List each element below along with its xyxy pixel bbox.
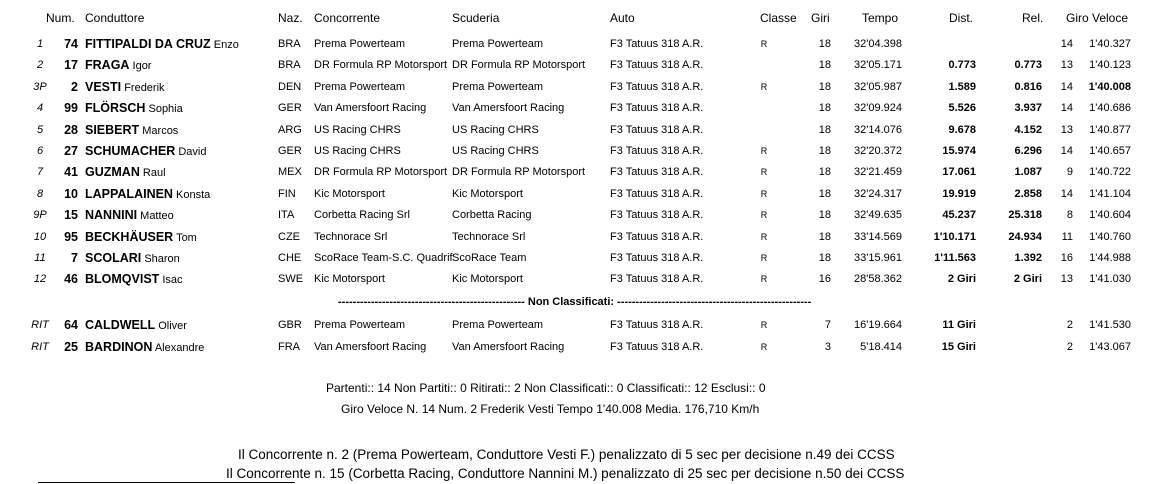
driver-first-name: David bbox=[178, 146, 207, 158]
class: R bbox=[760, 39, 768, 49]
car-model: F3 Tatuus 318 A.R. bbox=[610, 319, 704, 331]
gap-to-leader: 5.526 bbox=[948, 102, 976, 114]
race-time: 32'49.635 bbox=[854, 209, 902, 221]
nationality: SWE bbox=[278, 273, 304, 285]
fastest-lap-time: 1'40.760 bbox=[1089, 231, 1131, 243]
fastest-lap-time: 1'41.530 bbox=[1089, 319, 1131, 331]
laps: 18 bbox=[818, 145, 831, 157]
race-position: 8 bbox=[36, 188, 44, 200]
fastest-lap-time: 1'40.686 bbox=[1089, 102, 1131, 114]
header-tempo: Tempo bbox=[862, 11, 899, 25]
race-position: 11 bbox=[34, 252, 46, 264]
race-position: 1 bbox=[36, 38, 44, 50]
driver-first-name: Isac bbox=[162, 274, 183, 286]
car-number: 17 bbox=[64, 58, 78, 72]
race-time: 32'24.317 bbox=[854, 188, 902, 200]
race-position: 3P bbox=[33, 81, 47, 93]
driver-name bbox=[85, 120, 178, 141]
team: US Racing CHRS bbox=[452, 145, 539, 157]
class: R bbox=[760, 210, 768, 220]
driver-surname: FLÖRSCH bbox=[85, 101, 146, 115]
non-classified-separator: --------------------------------------------------- Non Classificati: ----------------------------------------------------- bbox=[338, 296, 812, 308]
car-model: F3 Tatuus 318 A.R. bbox=[610, 81, 704, 93]
gap-to-previous: 0.773 bbox=[1014, 59, 1042, 71]
note-underline bbox=[38, 482, 295, 483]
fastest-lap-time: 1'41.030 bbox=[1089, 273, 1131, 285]
header-auto: Auto bbox=[610, 11, 635, 25]
gap-to-leader: 45.237 bbox=[942, 209, 976, 221]
driver-first-name: Oliver bbox=[158, 320, 187, 332]
team: DR Formula RP Motorsport bbox=[452, 166, 586, 178]
entrant: US Racing CHRS bbox=[314, 145, 401, 157]
car-number: 41 bbox=[64, 165, 78, 179]
fastest-lap-time: 1'40.877 bbox=[1089, 124, 1131, 136]
gap-to-previous: 2.858 bbox=[1014, 188, 1042, 200]
team: Kic Motorsport bbox=[452, 273, 523, 285]
car-model: F3 Tatuus 318 A.R. bbox=[610, 188, 704, 200]
race-time: 32'05.987 bbox=[854, 81, 902, 93]
fastest-lap-number: 14 bbox=[1060, 188, 1073, 200]
penalty-note: Il Concorrente n. 2 (Prema Powerteam, Conduttore Vesti F.) penalizzato di 5 sec per decisione n.49 dei CCSS bbox=[238, 447, 895, 462]
driver-first-name: Raul bbox=[142, 167, 166, 179]
race-position: RIT bbox=[31, 319, 49, 331]
car-number: 95 bbox=[64, 230, 78, 244]
race-time: 32'20.372 bbox=[854, 145, 902, 157]
laps: 18 bbox=[818, 231, 831, 243]
laps: 18 bbox=[818, 124, 831, 136]
race-time: 32'05.171 bbox=[854, 59, 902, 71]
car-number: 25 bbox=[64, 340, 78, 354]
laps: 7 bbox=[824, 319, 831, 331]
car-model: F3 Tatuus 318 A.R. bbox=[610, 231, 704, 243]
fastest-lap-number: 14 bbox=[1060, 38, 1073, 50]
table-row bbox=[0, 120, 1153, 140]
race-position: RIT bbox=[31, 341, 49, 353]
race-position: 10 bbox=[33, 231, 47, 243]
driver-surname: NANNINI bbox=[85, 208, 138, 222]
fastest-lap-time: 1'43.067 bbox=[1089, 341, 1131, 353]
class: R bbox=[760, 146, 768, 156]
driver-name bbox=[85, 98, 183, 119]
driver-first-name: Igor bbox=[132, 60, 152, 72]
class: R bbox=[760, 232, 768, 242]
race-time: 32'21.459 bbox=[854, 166, 902, 178]
fastest-lap-number: 2 bbox=[1066, 341, 1073, 353]
driver-surname: VESTI bbox=[85, 80, 122, 94]
driver-name bbox=[85, 248, 180, 269]
fastest-lap-number: 14 bbox=[1060, 145, 1073, 157]
car-model: F3 Tatuus 318 A.R. bbox=[610, 102, 704, 114]
gap-to-previous: 1.392 bbox=[1014, 252, 1042, 264]
nationality: DEN bbox=[278, 81, 302, 93]
fastest-lap-number: 16 bbox=[1060, 252, 1073, 264]
driver-first-name: Sophia bbox=[148, 103, 183, 115]
gap-to-previous: 1.087 bbox=[1014, 166, 1042, 178]
team: Van Amersfoort Racing bbox=[452, 102, 565, 114]
driver-name bbox=[85, 227, 197, 248]
driver-first-name: Alexandre bbox=[154, 342, 205, 354]
fastest-lap-time: 1'44.988 bbox=[1089, 252, 1131, 264]
driver-first-name: Sharon bbox=[144, 253, 180, 265]
driver-surname: GUZMAN bbox=[85, 165, 140, 179]
car-model: F3 Tatuus 318 A.R. bbox=[610, 166, 704, 178]
header-giro-veloce: Giro Veloce bbox=[1066, 11, 1129, 25]
driver-surname: BARDINON bbox=[85, 340, 153, 354]
team: US Racing CHRS bbox=[452, 124, 539, 136]
car-number: 64 bbox=[64, 318, 78, 332]
car-model: F3 Tatuus 318 A.R. bbox=[610, 273, 704, 285]
fastest-lap-number: 13 bbox=[1060, 124, 1073, 136]
gap-to-previous: 4.152 bbox=[1014, 124, 1042, 136]
gap-to-leader: 0.773 bbox=[948, 59, 976, 71]
car-number: 74 bbox=[64, 37, 78, 51]
gap-to-previous: 2 Giri bbox=[1013, 273, 1042, 285]
race-position: 12 bbox=[33, 273, 47, 285]
laps: 18 bbox=[818, 252, 831, 264]
penalty-note: Il Concorrente n. 15 (Corbetta Racing, Conduttore Nannini M.) penalizzato di 25 sec per decisione n.50 dei CCSS bbox=[226, 466, 905, 481]
entrant: Van Amersfoort Racing bbox=[314, 102, 427, 114]
fastest-lap-number: 13 bbox=[1060, 273, 1073, 285]
driver-surname: LAPPALAINEN bbox=[85, 187, 173, 201]
driver-first-name: Enzo bbox=[213, 39, 239, 51]
nationality: GER bbox=[278, 145, 302, 157]
nationality: CZE bbox=[278, 231, 300, 243]
header-num: Num. bbox=[46, 11, 75, 25]
entrant: DR Formula RP Motorsport bbox=[314, 166, 448, 178]
class: R bbox=[760, 253, 768, 263]
gap-to-leader: 17.061 bbox=[942, 166, 976, 178]
laps: 16 bbox=[818, 273, 831, 285]
nationality: FIN bbox=[278, 188, 296, 200]
gap-to-leader: 15 Giri bbox=[941, 341, 976, 353]
race-time: 5'18.414 bbox=[860, 341, 902, 353]
car-model: F3 Tatuus 318 A.R. bbox=[610, 341, 704, 353]
driver-name bbox=[85, 55, 151, 76]
fastest-lap-summary: Giro Veloce N. 14 Num. 2 Frederik Vesti Tempo 1'40.008 Media. 176,710 Km/h bbox=[341, 402, 760, 416]
table-row bbox=[0, 77, 1153, 97]
car-model: F3 Tatuus 318 A.R. bbox=[610, 252, 704, 264]
entrant: Prema Powerteam bbox=[314, 81, 406, 93]
class: R bbox=[760, 274, 768, 284]
gap-to-previous: 24.934 bbox=[1008, 231, 1042, 243]
team: DR Formula RP Motorsport bbox=[452, 59, 586, 71]
race-time: 28'58.362 bbox=[854, 273, 902, 285]
car-model: F3 Tatuus 318 A.R. bbox=[610, 59, 704, 71]
car-number: 28 bbox=[64, 123, 78, 137]
fastest-lap-time: 1'40.657 bbox=[1089, 145, 1131, 157]
fastest-lap-time: 1'40.008 bbox=[1088, 81, 1131, 93]
gap-to-leader: 11 Giri bbox=[942, 319, 976, 331]
driver-name bbox=[85, 77, 165, 98]
race-position: 5 bbox=[36, 124, 44, 136]
table-row bbox=[0, 248, 1153, 268]
fastest-lap-number: 11 bbox=[1061, 231, 1073, 243]
driver-name bbox=[85, 184, 210, 205]
fastest-lap-number: 9 bbox=[1066, 166, 1073, 178]
car-number: 27 bbox=[64, 144, 78, 158]
driver-first-name: Marcos bbox=[142, 125, 179, 137]
header-driver: Conduttore bbox=[85, 11, 145, 25]
gap-to-previous: 0.816 bbox=[1014, 81, 1042, 93]
race-position: 4 bbox=[36, 102, 44, 114]
car-model: F3 Tatuus 318 A.R. bbox=[610, 38, 704, 50]
nationality: BRA bbox=[278, 38, 301, 50]
race-position: 6 bbox=[36, 145, 44, 157]
nationality: ARG bbox=[278, 124, 302, 136]
header-giri: Giri bbox=[811, 11, 830, 25]
table-row bbox=[0, 227, 1153, 247]
driver-surname: BECKHÄUSER bbox=[85, 230, 174, 244]
table-row bbox=[0, 98, 1153, 118]
driver-first-name: Tom bbox=[176, 232, 197, 244]
driver-name bbox=[85, 337, 204, 358]
fastest-lap-number: 14 bbox=[1060, 102, 1073, 114]
driver-name bbox=[85, 205, 174, 226]
fastest-lap-number: 14 bbox=[1060, 81, 1073, 93]
class: R bbox=[760, 167, 768, 177]
table-header bbox=[0, 8, 1153, 28]
header-dist: Dist. bbox=[949, 11, 973, 25]
table-row bbox=[0, 315, 1153, 335]
car-model: F3 Tatuus 318 A.R. bbox=[610, 124, 704, 136]
class: R bbox=[760, 82, 768, 92]
driver-name bbox=[85, 315, 187, 336]
table-row bbox=[0, 337, 1153, 357]
car-number: 46 bbox=[64, 272, 78, 286]
fastest-lap-time: 1'40.722 bbox=[1089, 166, 1131, 178]
car-number: 10 bbox=[64, 187, 78, 201]
car-model: F3 Tatuus 318 A.R. bbox=[610, 209, 704, 221]
laps: 18 bbox=[818, 38, 831, 50]
race-position: 2 bbox=[36, 59, 44, 71]
driver-surname: CALDWELL bbox=[85, 318, 156, 332]
nationality: MEX bbox=[278, 166, 302, 178]
entrant: Technorace Srl bbox=[314, 231, 388, 243]
race-time: 32'09.924 bbox=[854, 102, 902, 114]
table-row bbox=[0, 184, 1153, 204]
gap-to-leader: 1'11.563 bbox=[934, 252, 976, 264]
driver-surname: FITTIPALDI DA CRUZ bbox=[85, 37, 211, 51]
gap-to-leader: 1.589 bbox=[948, 81, 976, 93]
table-row bbox=[0, 55, 1153, 75]
driver-first-name: Matteo bbox=[140, 210, 174, 222]
driver-surname: BLOMQVIST bbox=[85, 272, 160, 286]
gap-to-leader: 1'10.171 bbox=[933, 231, 976, 243]
team: Prema Powerteam bbox=[452, 81, 544, 93]
gap-to-leader: 19.919 bbox=[942, 188, 976, 200]
driver-surname: SCHUMACHER bbox=[85, 144, 176, 158]
laps: 18 bbox=[818, 166, 831, 178]
gap-to-leader: 9.678 bbox=[948, 124, 976, 136]
car-number: 2 bbox=[71, 80, 78, 94]
laps: 18 bbox=[818, 59, 831, 71]
gap-to-previous: 6.296 bbox=[1014, 145, 1042, 157]
gap-to-previous: 3.937 bbox=[1014, 102, 1042, 114]
laps: 18 bbox=[818, 102, 831, 114]
car-model: F3 Tatuus 318 A.R. bbox=[610, 145, 704, 157]
entrant: Kic Motorsport bbox=[314, 188, 385, 200]
race-time: 33'15.961 bbox=[854, 252, 902, 264]
team: Corbetta Racing bbox=[452, 209, 532, 221]
entrant: Kic Motorsport bbox=[314, 273, 385, 285]
team: Technorace Srl bbox=[452, 231, 526, 243]
header-classe: Classe bbox=[760, 11, 797, 25]
fastest-lap-time: 1'40.123 bbox=[1089, 59, 1131, 71]
nationality: FRA bbox=[278, 341, 300, 353]
team: Prema Powerteam bbox=[452, 319, 544, 331]
fastest-lap-number: 13 bbox=[1060, 59, 1073, 71]
team: Van Amersfoort Racing bbox=[452, 341, 565, 353]
team: Kic Motorsport bbox=[452, 188, 523, 200]
race-time: 32'14.076 bbox=[854, 124, 902, 136]
header-naz: Naz. bbox=[278, 11, 303, 25]
entrant: DR Formula RP Motorsport bbox=[314, 59, 448, 71]
nationality: GER bbox=[278, 102, 302, 114]
class: R bbox=[760, 342, 768, 352]
fastest-lap-time: 1'40.327 bbox=[1089, 38, 1131, 50]
gap-to-leader: 2 Giri bbox=[947, 273, 976, 285]
gap-to-previous: 25.318 bbox=[1008, 209, 1042, 221]
driver-surname: SIEBERT bbox=[85, 123, 140, 137]
entrant: US Racing CHRS bbox=[314, 124, 401, 136]
fastest-lap-number: 2 bbox=[1066, 319, 1073, 331]
table-row bbox=[0, 141, 1153, 161]
driver-name bbox=[85, 34, 239, 55]
header-concorrente: Concorrente bbox=[314, 11, 381, 25]
driver-surname: SCOLARI bbox=[85, 251, 142, 265]
entrant: ScoRace Team-S.C. Quadrif bbox=[314, 252, 453, 264]
team: ScoRace Team bbox=[452, 252, 527, 264]
nationality: ITA bbox=[278, 209, 295, 221]
laps: 18 bbox=[818, 188, 831, 200]
laps: 3 bbox=[824, 341, 831, 353]
race-time: 32'04.398 bbox=[854, 38, 902, 50]
header-scuderia: Scuderia bbox=[452, 11, 500, 25]
class: R bbox=[760, 320, 768, 330]
table-row bbox=[0, 162, 1153, 182]
laps: 18 bbox=[818, 209, 831, 221]
driver-first-name: Konsta bbox=[176, 189, 211, 201]
race-summary: Partenti:: 14 Non Partiti:: 0 Ritirati:: 2 Non Classificati:: 0 Classificati:: 12 Esclusi:: 0 bbox=[326, 381, 766, 395]
entrant: Corbetta Racing Srl bbox=[314, 209, 410, 221]
driver-name bbox=[85, 269, 183, 290]
race-position: 9P bbox=[33, 209, 47, 221]
race-time: 33'14.569 bbox=[854, 231, 902, 243]
driver-name bbox=[85, 162, 166, 183]
car-number: 99 bbox=[64, 101, 78, 115]
table-row bbox=[0, 269, 1153, 289]
class: R bbox=[760, 189, 768, 199]
header-rel: Rel. bbox=[1022, 11, 1044, 25]
fastest-lap-time: 1'40.604 bbox=[1089, 209, 1131, 221]
entrant: Prema Powerteam bbox=[314, 38, 406, 50]
race-position: 7 bbox=[36, 166, 44, 178]
fastest-lap-number: 8 bbox=[1066, 209, 1073, 221]
driver-name bbox=[85, 141, 206, 162]
driver-surname: FRAGA bbox=[85, 58, 130, 72]
team: Prema Powerteam bbox=[452, 38, 544, 50]
table-row bbox=[0, 205, 1153, 225]
laps: 18 bbox=[818, 81, 831, 93]
entrant: Prema Powerteam bbox=[314, 319, 406, 331]
car-number: 15 bbox=[64, 208, 78, 222]
table-row bbox=[0, 34, 1153, 54]
entrant: Van Amersfoort Racing bbox=[314, 341, 427, 353]
race-time: 16'19.664 bbox=[854, 319, 902, 331]
fastest-lap-time: 1'41.104 bbox=[1089, 188, 1131, 200]
gap-to-leader: 15.974 bbox=[942, 145, 976, 157]
nationality: CHE bbox=[278, 252, 302, 264]
driver-first-name: Frederik bbox=[124, 82, 165, 94]
nationality: BRA bbox=[278, 59, 301, 71]
car-number: 7 bbox=[71, 251, 78, 265]
nationality: GBR bbox=[278, 319, 302, 331]
